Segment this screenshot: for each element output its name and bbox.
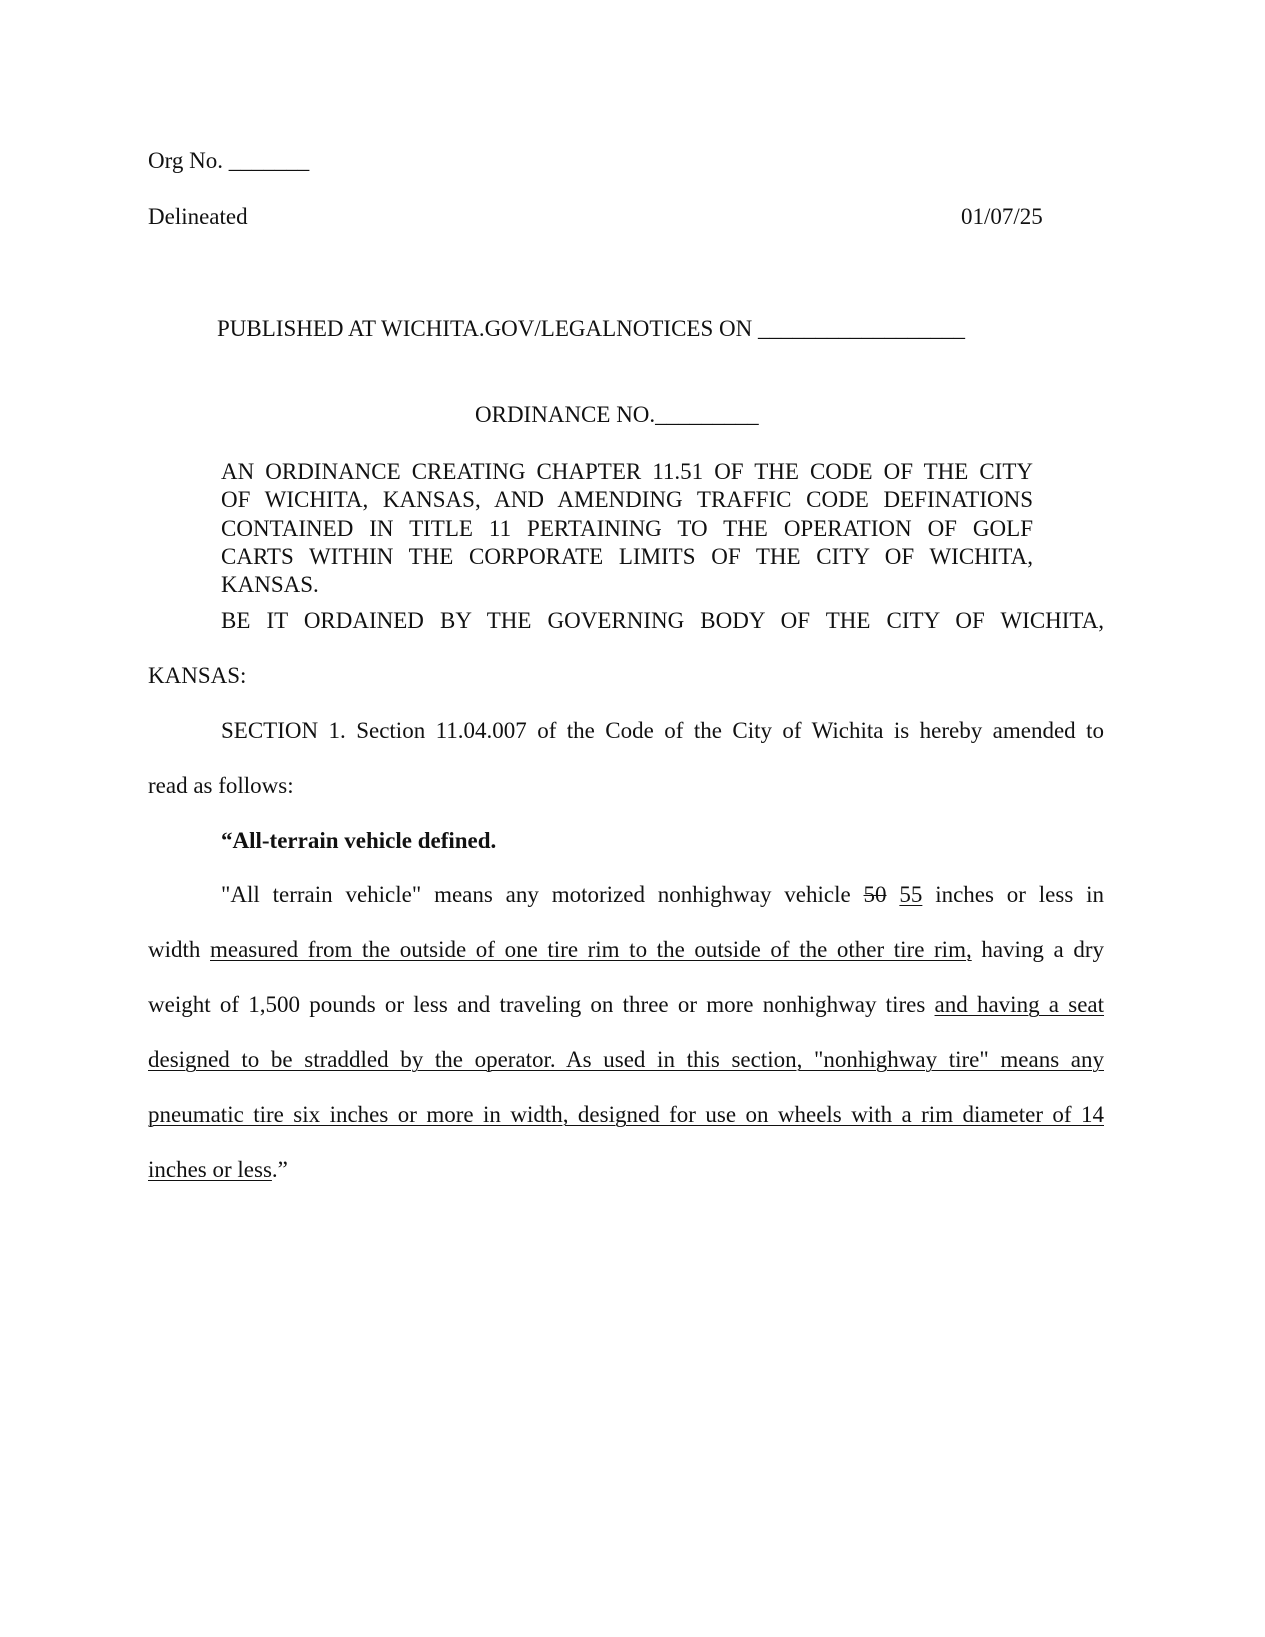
- struck-text: 50: [863, 882, 887, 907]
- definition-line: pneumatic tire six inches or more in width, designed for use on wheels with a rim diameter of 14: [148, 1102, 1104, 1127]
- title-line: AN ORDINANCE CREATING CHAPTER 11.51 OF THE CODE OF THE CITY: [221, 459, 1033, 484]
- inserted-text: 55: [899, 882, 923, 907]
- enactment-clause-end: KANSAS:: [148, 663, 247, 688]
- definition-line: designed to be straddled by the operator. As used in this section, "nonhighway tire" means any: [148, 1047, 1104, 1072]
- document-date: 01/07/25: [961, 204, 1043, 229]
- title-line: OF WICHITA, KANSAS, AND AMENDING TRAFFIC CODE DEFINATIONS: [221, 487, 1033, 513]
- inserted-text: and having a seat: [934, 992, 1105, 1017]
- section-1-intro: SECTION 1. Section 11.04.007 of the Code of the City of Wichita is hereby amended to: [221, 718, 1104, 743]
- definition-text: weight of 1,500 pounds or less and traveling on three or more nonhighway tires: [148, 992, 926, 1017]
- definition-heading: “All-terrain vehicle defined.: [221, 828, 497, 853]
- org-number: Org No. _______: [148, 148, 310, 173]
- definition-line: [221, 882, 1104, 908]
- inserted-text: measured from the outside of one tire rim to the outside of the other tire rim,: [210, 937, 972, 962]
- definition-line: [148, 1157, 288, 1183]
- definition-text: width: [148, 937, 201, 962]
- definition-text: inches or less in: [935, 882, 1104, 907]
- definition-text: "All terrain vehicle" means any motorized nonhighway vehicle: [221, 882, 851, 907]
- closing-quote: .”: [271, 1157, 288, 1182]
- section-1-intro-end: read as follows:: [148, 773, 294, 798]
- definition-line: [148, 992, 1104, 1018]
- title-line: KANSAS.: [221, 572, 319, 598]
- enactment-clause: BE IT ORDAINED BY THE GOVERNING BODY OF THE CITY OF WICHITA,: [221, 608, 1104, 633]
- published-notice: PUBLISHED AT WICHITA.GOV/LEGALNOTICES ON __________________: [217, 316, 965, 341]
- definition-line: [148, 937, 1104, 963]
- title-line: CONTAINED IN TITLE 11 PERTAINING TO THE OPERATION OF GOLF: [221, 515, 1033, 541]
- title-line: CARTS WITHIN THE CORPORATE LIMITS OF THE CITY OF WICHITA,: [221, 543, 1033, 569]
- ordinance-title: [221, 458, 1033, 599]
- delineated-label: Delineated: [148, 204, 248, 229]
- ordinance-number: ORDINANCE NO._________: [475, 402, 759, 427]
- definition-text: having a dry: [981, 937, 1105, 962]
- inserted-text: inches or less: [148, 1157, 272, 1182]
